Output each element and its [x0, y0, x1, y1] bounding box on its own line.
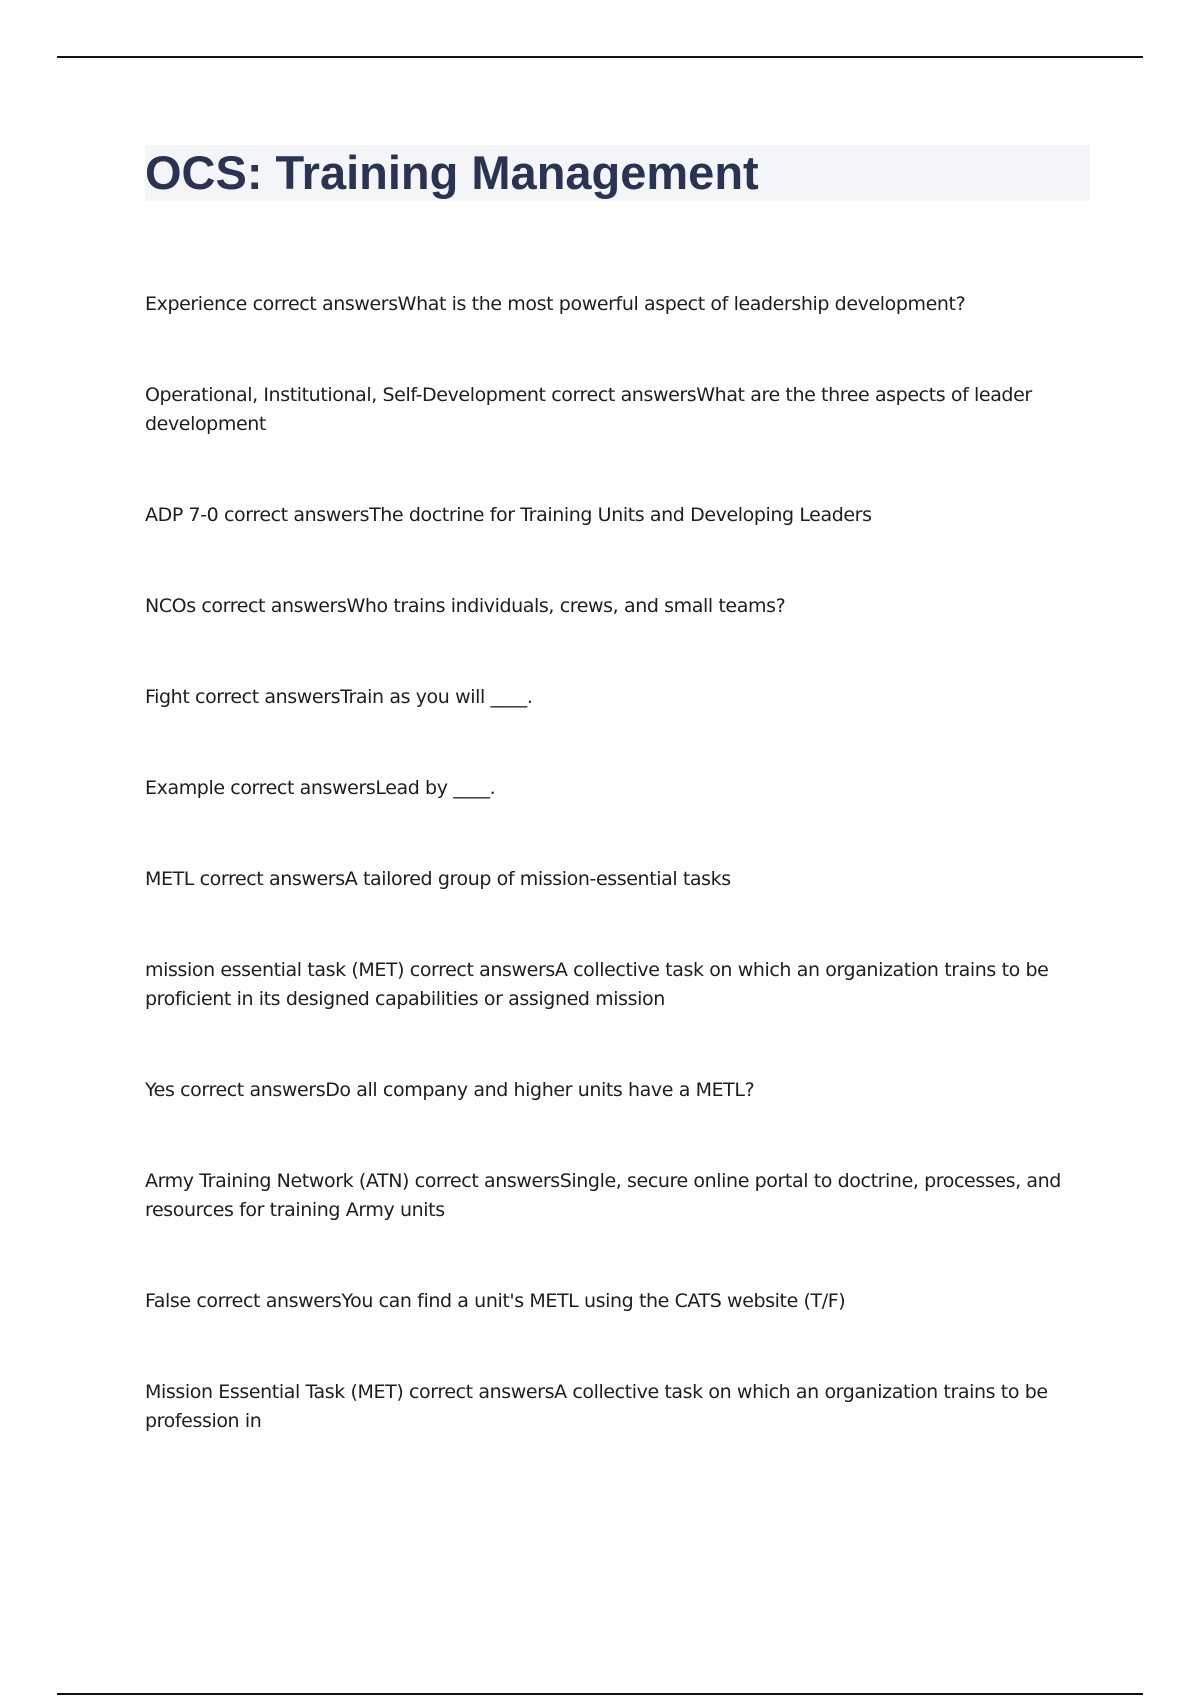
qa-item: mission essential task (MET) correct answersA collective task on which an organization trains to be proficient in its designed capabilities or assigned mission [145, 959, 1049, 1010]
qa-item: METL correct answersA tailored group of mission-essential tasks [145, 868, 731, 890]
bottom-rule [57, 1693, 1143, 1695]
page-title: OCS: Training Management [145, 146, 759, 199]
qa-item: Mission Essential Task (MET) correct answersA collective task on which an organization trains to be profession in [145, 1381, 1048, 1432]
title-block [145, 145, 1090, 201]
qa-item: NCOs correct answersWho trains individuals, crews, and small teams? [145, 595, 786, 617]
qa-item: Experience correct answersWhat is the most powerful aspect of leadership development? [145, 293, 966, 315]
qa-item: False correct answersYou can find a unit's METL using the CATS website (T/F) [145, 1290, 846, 1312]
qa-item: Fight correct answersTrain as you will ____. [145, 686, 533, 708]
qa-item: Yes correct answersDo all company and higher units have a METL? [145, 1079, 755, 1101]
qa-item: Army Training Network (ATN) correct answersSingle, secure online portal to doctrine, processes, and resources for training Army units [145, 1170, 1061, 1221]
qa-item: Operational, Institutional, Self-Development correct answersWhat are the three aspects of leader development [145, 384, 1032, 435]
qa-item: ADP 7-0 correct answersThe doctrine for Training Units and Developing Leaders [145, 504, 872, 526]
qa-item: Example correct answersLead by ____. [145, 777, 496, 799]
top-rule [57, 56, 1143, 58]
qa-list [145, 290, 1065, 1498]
